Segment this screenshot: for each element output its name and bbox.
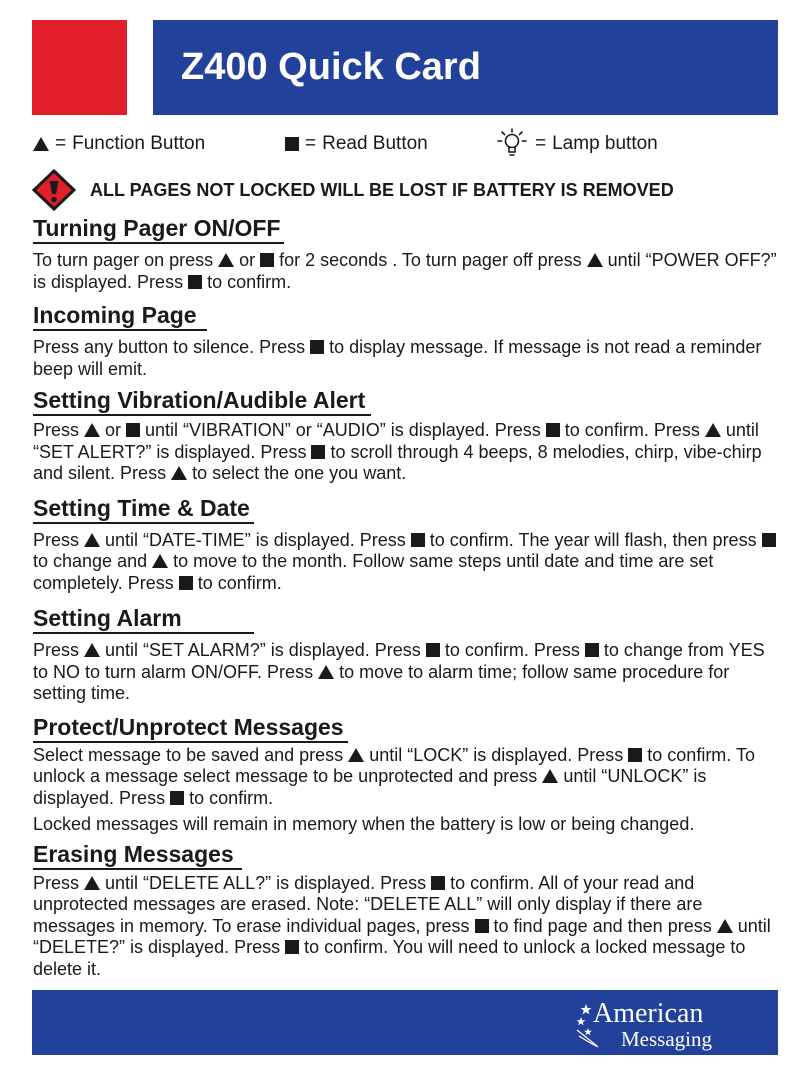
read-button-icon [585, 643, 599, 657]
instructions [33, 212, 778, 980]
equals-sign: = [55, 133, 67, 154]
read-button-icon [179, 576, 193, 590]
function-button-icon [542, 769, 558, 783]
read-button-icon [762, 533, 776, 547]
lamp-label: Lamp button [552, 133, 658, 154]
read-button-icon [285, 940, 299, 954]
section-text: Select message to be saved and press until “LOCK” is displayed. Press to confirm. To unlock a message select message to be unprotected and press until “UNLOCK” is displayed. Press to confirm. [33, 744, 755, 808]
section-title: Erasing Messages [33, 840, 242, 870]
section-title: Protect/Unprotect Messages [33, 713, 348, 743]
function-button-icon [705, 423, 721, 437]
function-button-icon [318, 665, 334, 679]
logo-line2: Messaging [621, 1027, 712, 1051]
section-title: Turning Pager ON/OFF [33, 214, 284, 244]
function-button-icon [84, 876, 100, 890]
section-turning-on-off [33, 214, 778, 293]
read-button-icon [628, 748, 642, 762]
read-button-icon [188, 275, 202, 289]
section-text: To turn pager on press or for 2 seconds . To turn pager off press until “POWER OFF?” is displayed. Press to confirm. [33, 250, 777, 292]
warning-diamond-icon [31, 168, 77, 212]
footer-bar [32, 990, 778, 1055]
section-title: Setting Time & Date [33, 494, 254, 524]
section-text: Press until “SET ALARM?” is displayed. Press to confirm. Press to change from YES to NO to turn alarm ON/OFF. Press to move to alarm time; follow same procedure for setting time. [33, 640, 765, 703]
section-title: Setting Alarm [33, 604, 254, 634]
read-button-icon [126, 423, 140, 437]
function-button-icon [84, 423, 100, 437]
read-button-icon [426, 643, 440, 657]
function-button-icon [33, 137, 49, 151]
legend-read [285, 133, 428, 155]
battery-warning [31, 168, 791, 212]
section-text: Press or until “VIBRATION” or “AUDIO” is displayed. Press to confirm. Press until “SET ALERT?” is displayed. Press to scroll through 4 beeps, 8 melodies, chirp, vibe-chirp and silent. Press to select the one you want. [33, 420, 762, 483]
section-vibration-alert [33, 386, 778, 485]
equals-sign: = [535, 133, 547, 154]
function-label: Function Button [72, 133, 206, 154]
red-accent-block [32, 20, 127, 115]
american-messaging-logo [573, 996, 748, 1051]
read-button-icon [475, 919, 489, 933]
page-title: Z400 Quick Card [181, 46, 481, 88]
legend-lamp [495, 127, 658, 161]
function-button-icon [152, 554, 168, 568]
section-title: Incoming Page [33, 301, 207, 331]
function-button-icon [171, 466, 187, 480]
read-button-icon [310, 340, 324, 354]
read-label: Read Button [322, 133, 428, 154]
function-button-icon [84, 533, 100, 547]
button-legend [33, 126, 778, 162]
read-button-icon [311, 445, 325, 459]
title-bar [153, 20, 778, 115]
lamp-button-icon [495, 127, 529, 161]
logo-line1: American [593, 998, 704, 1029]
read-button-icon [260, 253, 274, 267]
equals-sign: = [305, 133, 317, 154]
legend-function [33, 133, 205, 155]
section-title: Setting Vibration/Audible Alert [33, 386, 371, 416]
section-time-date [33, 494, 778, 595]
section-incoming-page [33, 301, 778, 380]
function-button-icon [218, 253, 234, 267]
section-note: Locked messages will remain in memory when the battery is low or being changed. [33, 814, 695, 834]
read-button-icon [170, 791, 184, 805]
section-alarm [33, 604, 778, 705]
section-text: Press until “DELETE ALL?” is displayed. Press to confirm. All of your read and unprotected messages are erased. Note: “DELETE ALL” will only display if there are messages in memory. To erase individual pages, press to find page and then press until “DELETE?” is displayed. Press to confirm. You will need to unlock a locked message to delete it. [33, 872, 771, 979]
warning-text: ALL PAGES NOT LOCKED WILL BE LOST IF BATTERY IS REMOVED [90, 179, 674, 200]
read-button-icon [285, 137, 299, 151]
section-text: Press any button to silence. Press to display message. If message is not read a reminder beep will emit. [33, 337, 762, 379]
section-erasing [33, 840, 778, 981]
section-protect [33, 713, 778, 836]
function-button-icon [84, 643, 100, 657]
function-button-icon [587, 253, 603, 267]
section-text: Press until “DATE-TIME” is displayed. Press to confirm. The year will flash, then press to change and to move to the month. Follow same steps until date and time are set completely. Press to confirm. [33, 530, 778, 595]
function-button-icon [717, 919, 733, 933]
function-button-icon [348, 748, 364, 762]
read-button-icon [431, 876, 445, 890]
read-button-icon [546, 423, 560, 437]
read-button-icon [411, 533, 425, 547]
